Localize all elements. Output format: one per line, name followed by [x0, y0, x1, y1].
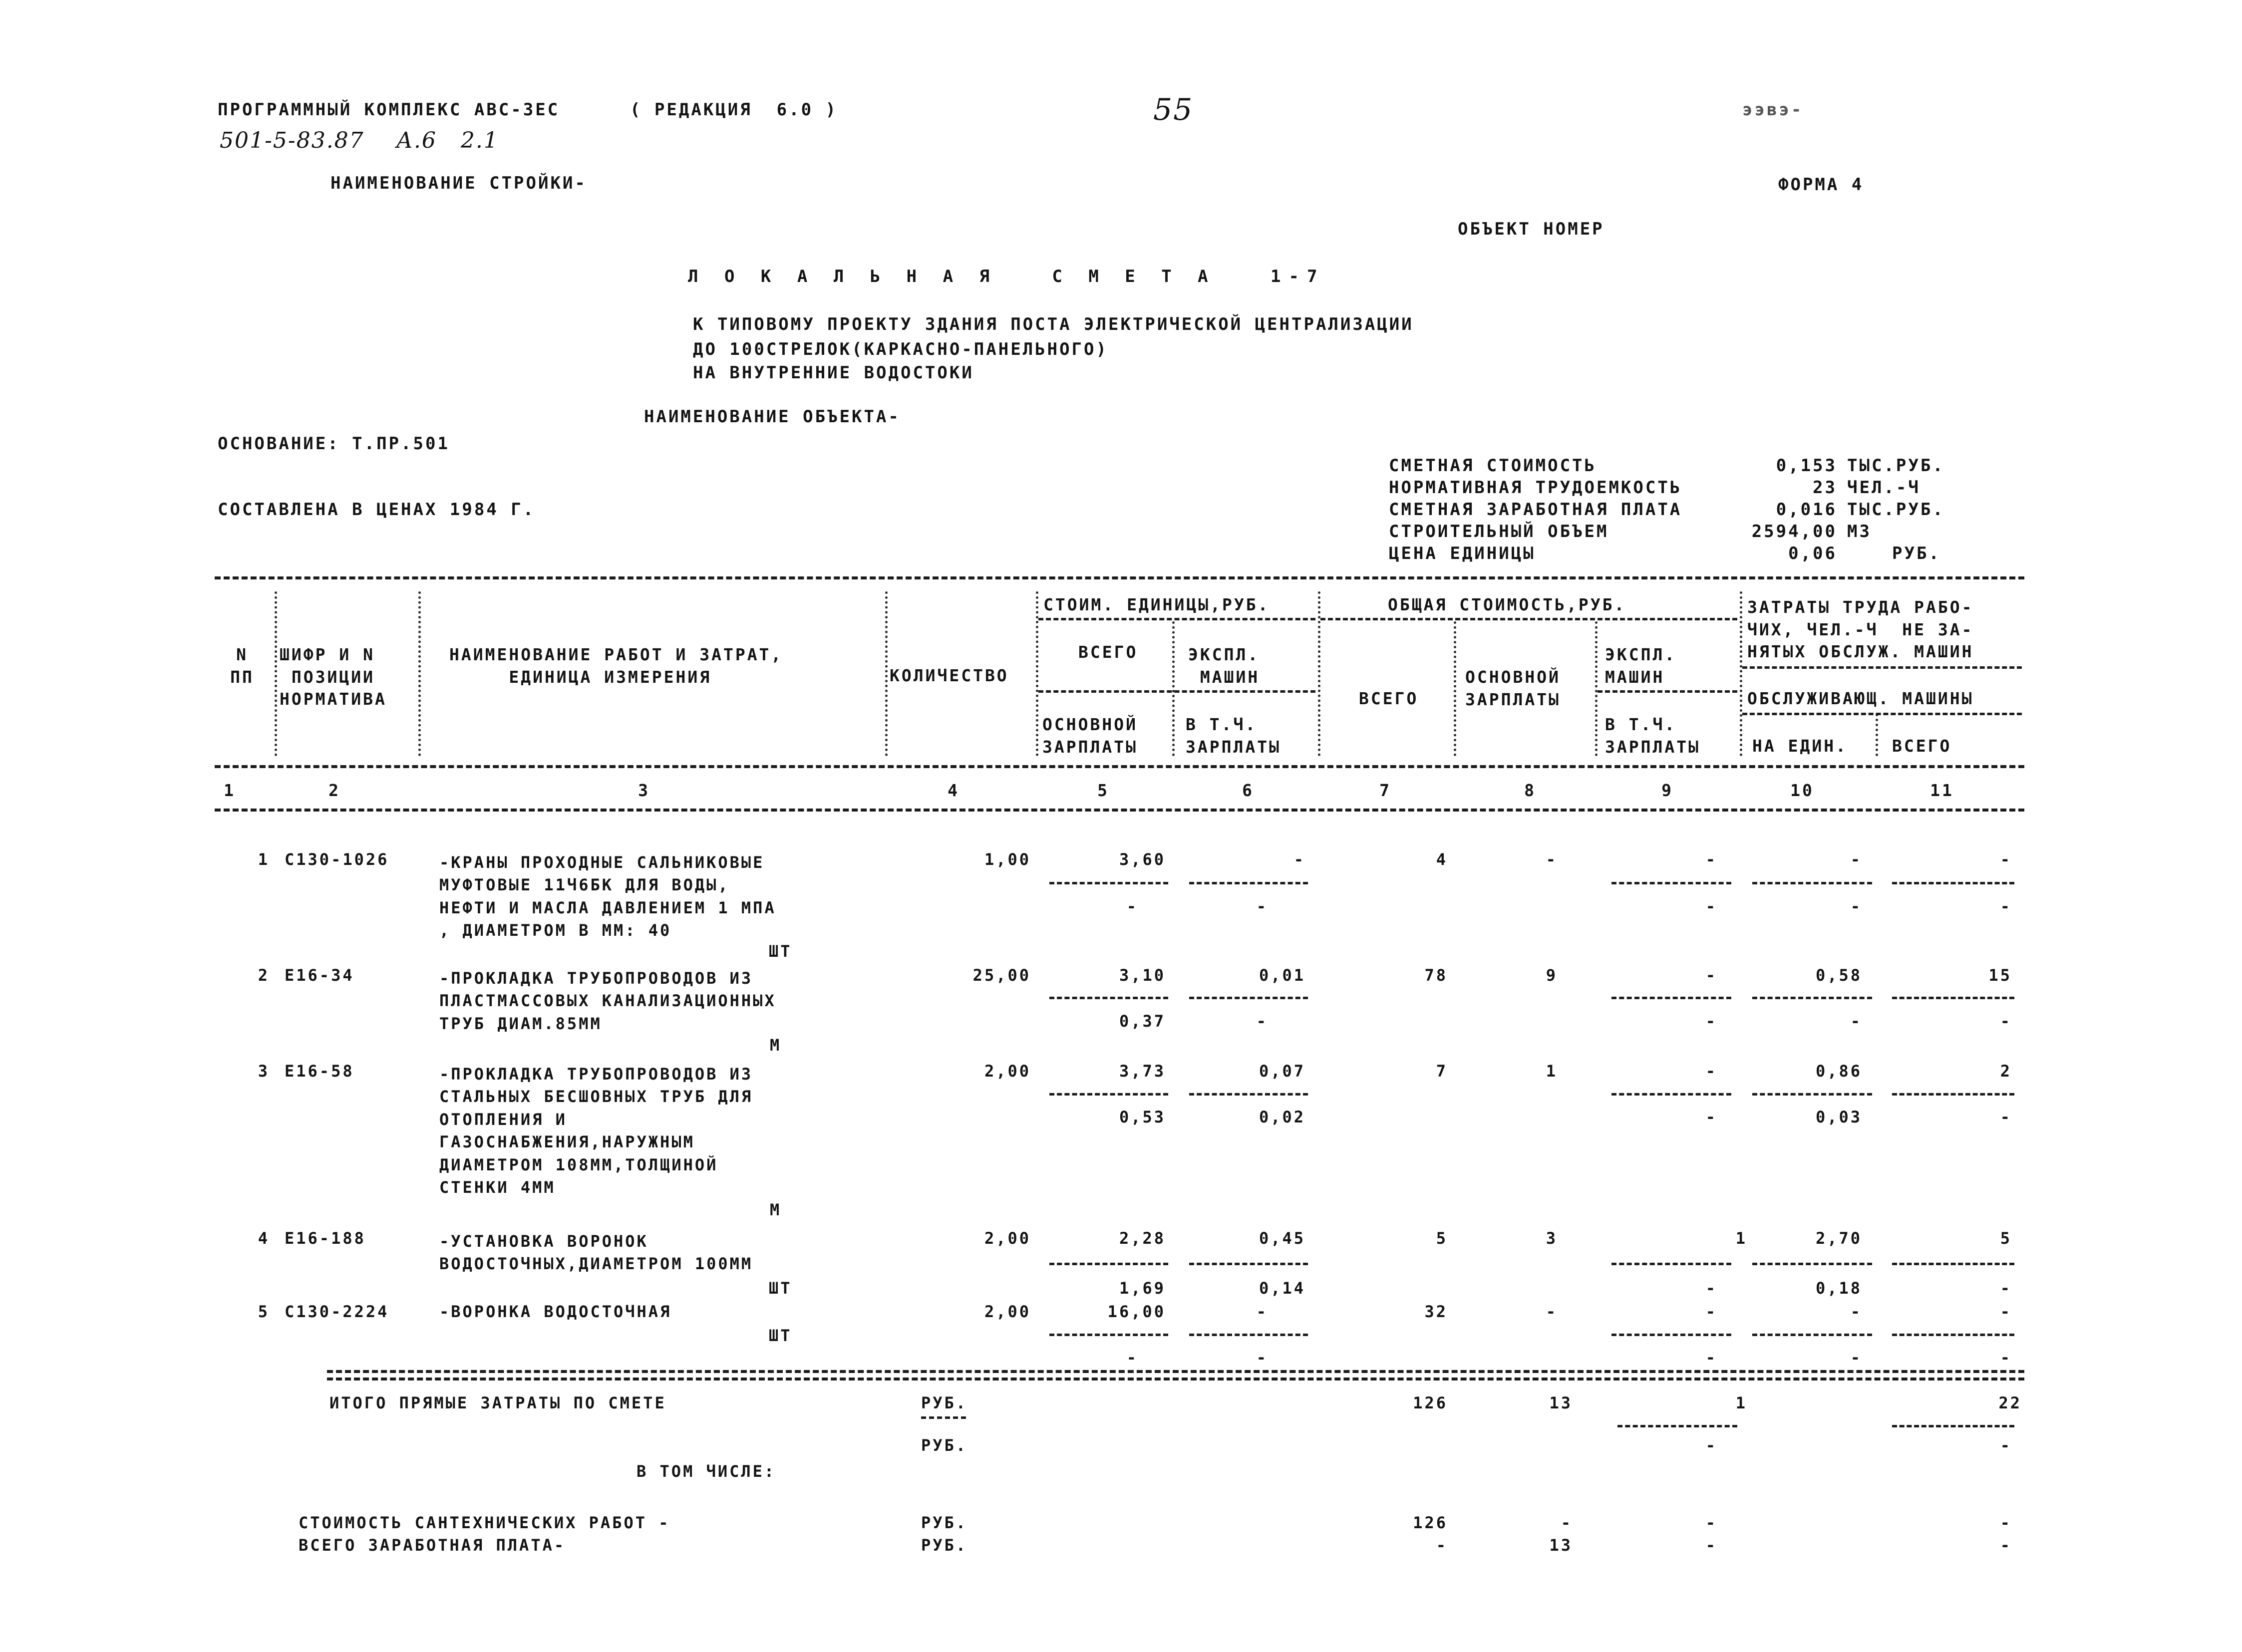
row-separator	[1189, 1334, 1308, 1336]
object-number-label: ОБЪЕКТ НОМЕР	[1458, 219, 1604, 239]
row-unit-total: 3,73	[1119, 1062, 1166, 1081]
sanitary-works-total: 126	[1413, 1513, 1448, 1532]
row-unit-total: 2,28	[1119, 1229, 1166, 1248]
totals-dash: -	[1705, 1536, 1717, 1555]
header-labor-group: ЗАТРАТЫ ТРУДА РАБО- ЧИХ, ЧЕЛ.-Ч НЕ ЗА- НЯТЫХ ОБСЛУЖ. МАШИН	[1747, 597, 1974, 662]
row-unit-machine-wage: -	[1256, 1348, 1268, 1367]
row-total: 7	[1436, 1062, 1448, 1081]
summary-unit: ЧЕЛ.-Ч	[1847, 478, 1921, 498]
summary-label: ЦЕНА ЕДИНИЦЫ	[1389, 544, 1536, 563]
row-separator	[1189, 1263, 1308, 1265]
summary-value: 23	[1813, 478, 1837, 498]
summary-unit: ТЫС.РУБ.	[1847, 500, 1945, 520]
row-unit-total: 3,10	[1119, 966, 1166, 985]
totals-dash: -	[1561, 1513, 1573, 1532]
summary-label: СМЕТНАЯ СТОИМОСТЬ	[1389, 456, 1597, 476]
row-unit-machine-wage: -	[1256, 897, 1268, 916]
row-separator	[1189, 997, 1308, 999]
handwritten-reference: 501-5-83.87 А.6 2.1	[220, 128, 499, 153]
row-total-machine-wage: -	[1705, 1012, 1717, 1031]
row-code: Е16-188	[285, 1229, 366, 1248]
row-total: 78	[1424, 966, 1448, 985]
totals-separator	[1617, 1425, 1737, 1427]
totals-top-rule	[327, 1377, 2024, 1380]
construction-name-label: НАИМЕНОВАНИЕ СТРОЙКИ-	[330, 173, 587, 193]
subheader-rule	[1742, 713, 2022, 715]
summary-label: СМЕТНАЯ ЗАРАБОТНАЯ ПЛАТА	[1389, 500, 1682, 520]
row-separator	[1189, 882, 1308, 884]
direct-costs-wage: 13	[1549, 1393, 1573, 1412]
column-number: 10	[1790, 781, 1814, 800]
column-number: 4	[948, 781, 960, 800]
row-labor-total: -	[2000, 1302, 2012, 1321]
row-labor-machine-total: -	[2000, 1348, 2012, 1367]
row-number: 2	[258, 966, 270, 985]
direct-costs-total: 126	[1413, 1393, 1448, 1412]
row-labor-machine-total: -	[2000, 1279, 2012, 1298]
row-total-wage: 1	[1546, 1062, 1558, 1081]
row-qty: 2,00	[984, 1302, 1031, 1321]
totals-dash: -	[1705, 1513, 1717, 1532]
column-number: 9	[1661, 781, 1673, 800]
title-line-3: НА ВНУТРЕННИЕ ВОДОСТОКИ	[693, 363, 974, 383]
column-divider	[885, 591, 888, 756]
column-number: 8	[1524, 781, 1536, 800]
header-total-wage: ОСНОВНОЙ ЗАРПЛАТЫ	[1465, 667, 1561, 709]
column-number: 6	[1242, 781, 1254, 800]
row-unit: М	[770, 1036, 782, 1055]
row-code: С130-2224	[285, 1302, 389, 1321]
column-number: 3	[638, 781, 650, 800]
subheader-rule	[1320, 618, 1737, 620]
row-labor-machine-unit: 0,18	[1815, 1279, 1862, 1298]
row-unit-machines: 0,45	[1259, 1229, 1305, 1248]
header-unit-total: ВСЕГО	[1078, 642, 1138, 662]
row-labor-machine-unit: -	[1850, 897, 1862, 916]
summary-label: НОРМАТИВНАЯ ТРУДОЕМКОСТЬ	[1389, 478, 1682, 498]
row-separator	[1049, 882, 1168, 884]
basis-label: ОСНОВАНИЕ: Т.ПР.501	[218, 434, 450, 454]
row-total-machines: -	[1705, 966, 1717, 985]
column-divider	[275, 591, 277, 756]
row-total-machines: 1	[1735, 1229, 1747, 1248]
summary-unit: М3	[1847, 522, 1872, 542]
row-name: -УСТАНОВКА ВОРОНОК ВОДОСТОЧНЫХ,ДИАМЕТРОМ 100ММ	[439, 1232, 753, 1274]
row-labor-machine-unit: -	[1850, 1348, 1862, 1367]
summary-label: СТРОИТЕЛЬНЫЙ ОБЪЕМ	[1389, 522, 1609, 542]
row-separator	[1752, 1334, 1872, 1336]
header-unit-machines: ЭКСПЛ. МАШИН	[1188, 645, 1260, 687]
summary-value: 0,06	[1788, 544, 1837, 563]
row-qty: 2,00	[984, 1062, 1031, 1081]
total-wage-label: ВСЕГО ЗАРАБОТНАЯ ПЛАТА-	[299, 1536, 566, 1555]
column-numbers-bottom-rule	[215, 809, 2024, 812]
subheader-rule	[1038, 618, 1315, 620]
column-divider	[1318, 591, 1320, 756]
row-name: -КРАНЫ ПРОХОДНЫЕ САЛЬНИКОВЫЕ МУФТОВЫЕ 11Ч6БК ДЛЯ ВОДЫ, НЕФТИ И МАСЛА ДАВЛЕНИЕМ 1 МПА , ДИАМЕТРОМ В ММ: 40	[439, 853, 776, 940]
direct-costs-currency: РУБ.	[921, 1436, 968, 1455]
header-total-machines: ЭКСПЛ. МАШИН	[1605, 645, 1677, 687]
document-title: Л О К А Л Ь Н А Я С М Е Т А 1-7	[688, 267, 1325, 286]
row-separator	[1752, 1263, 1872, 1265]
row-separator	[1611, 1334, 1731, 1336]
header-unit-wage-incl: В Т.Ч. ЗАРПЛАТЫ	[1186, 715, 1281, 757]
row-labor-total: -	[2000, 850, 2012, 869]
row-separator	[1611, 997, 1731, 999]
row-unit-wage: 0,37	[1119, 1012, 1166, 1031]
row-separator	[1611, 1263, 1731, 1265]
title-line-1: К ТИПОВОМУ ПРОЕКТУ ЗДАНИЯ ПОСТА ЭЛЕКТРИЧЕСКОЙ ЦЕНТРАЛИЗАЦИИ	[693, 314, 1414, 334]
row-unit-total: 16,00	[1107, 1302, 1166, 1321]
row-unit-machine-wage: 0,14	[1259, 1279, 1305, 1298]
summary-unit: ТЫС.РУБ.	[1847, 456, 1945, 476]
column-divider	[1454, 621, 1456, 756]
column-divider	[1595, 621, 1598, 756]
row-total-machines: -	[1705, 1062, 1717, 1081]
row-unit-wage: 0,53	[1119, 1107, 1166, 1126]
table-top-rule	[215, 576, 2024, 579]
row-separator	[1611, 1093, 1731, 1096]
object-name-label: НАИМЕНОВАНИЕ ОБЪЕКТА-	[644, 407, 901, 427]
row-labor-machine-unit: 0,03	[1815, 1107, 1862, 1126]
row-unit-machines: -	[1293, 850, 1305, 869]
row-number: 3	[258, 1062, 270, 1081]
subheader-rule	[1742, 666, 2022, 669]
row-separator	[1892, 882, 2014, 884]
direct-costs-currency: РУБ.	[921, 1393, 968, 1412]
row-unit-wage: -	[1126, 897, 1138, 916]
row-total: 32	[1424, 1302, 1448, 1321]
row-labor-total: 2	[2000, 1062, 2012, 1081]
column-divider	[418, 591, 421, 756]
header-labor-per-unit: НА ЕДИН.	[1752, 736, 1848, 756]
program-edition: ( РЕДАКЦИЯ 6.0 )	[630, 100, 838, 120]
header-bottom-rule	[215, 765, 2024, 768]
row-total-machines: -	[1705, 1302, 1717, 1321]
row-unit-wage: -	[1126, 1348, 1138, 1367]
currency-underline	[921, 1416, 966, 1419]
row-name: -ПРОКЛАДКА ТРУБОПРОВОДОВ ИЗ ПЛАСТМАССОВЫХ КАНАЛИЗАЦИОННЫХ ТРУБ ДИАМ.85ММ	[439, 969, 776, 1033]
header-col-code: ШИФР И N ПОЗИЦИИ НОРМАТИВА	[280, 645, 387, 709]
row-unit: ШТ	[769, 1279, 792, 1298]
direct-costs-label: ИТОГО ПРЯМЫЕ ЗАТРАТЫ ПО СМЕТЕ	[329, 1393, 666, 1412]
header-unit-wage: ОСНОВНОЙ ЗАРПЛАТЫ	[1042, 715, 1138, 757]
row-separator	[1892, 1334, 2014, 1336]
row-total-machine-wage: -	[1705, 1279, 1717, 1298]
row-unit: ШТ	[769, 942, 792, 961]
row-separator	[1752, 1093, 1872, 1096]
row-total-wage: 3	[1546, 1229, 1558, 1248]
row-unit-total: 3,60	[1119, 850, 1166, 869]
column-number: 1	[224, 781, 236, 800]
row-code: С130-1026	[285, 850, 389, 869]
header-unit-cost-group: СТОИМ. ЕДИНИЦЫ,РУБ.	[1043, 595, 1270, 614]
sanitary-works-label: СТОИМОСТЬ САНТЕХНИЧЕСКИХ РАБОТ -	[299, 1513, 670, 1532]
header-total-all: ВСЕГО	[1359, 689, 1419, 708]
row-total-machine-wage: -	[1705, 897, 1717, 916]
row-total: 4	[1436, 850, 1448, 869]
header-total-wage-incl: В Т.Ч. ЗАРПЛАТЫ	[1605, 715, 1700, 757]
row-qty: 25,00	[972, 966, 1031, 985]
column-divider	[1740, 591, 1742, 756]
row-name: -ВОРОНКА ВОДОСТОЧНАЯ	[439, 1302, 672, 1321]
row-unit-wage: 1,69	[1119, 1279, 1166, 1298]
total-wage-value: 13	[1549, 1536, 1573, 1555]
row-qty: 2,00	[984, 1229, 1031, 1248]
row-code: Е16-34	[285, 966, 354, 985]
row-separator	[1611, 882, 1731, 884]
column-number: 2	[328, 781, 340, 800]
row-labor-unit: -	[1850, 1302, 1862, 1321]
column-divider	[1876, 714, 1878, 756]
row-labor-total: 15	[1988, 966, 2012, 985]
row-labor-machine-unit: -	[1850, 1012, 1862, 1031]
header-col-qty: КОЛИЧЕСТВО	[890, 666, 1009, 685]
row-separator	[1752, 997, 1872, 999]
header-col-n: N ПП	[230, 645, 254, 687]
row-separator	[1752, 882, 1872, 884]
total-wage-currency: РУБ.	[921, 1536, 968, 1555]
title-line-2: ДО 100СТРЕЛОК(КАРКАСНО-ПАНЕЛЬНОГО)	[693, 339, 1108, 359]
header-code: ээвэ-	[1742, 100, 1804, 120]
row-separator	[1189, 1093, 1308, 1096]
column-divider	[1036, 591, 1038, 756]
row-unit: М	[770, 1200, 782, 1219]
row-total-wage: -	[1546, 1302, 1558, 1321]
row-labor-machine-total: -	[2000, 1012, 2012, 1031]
page-number: 55	[1153, 92, 1194, 127]
row-labor-machine-total: -	[2000, 1107, 2012, 1126]
row-name: -ПРОКЛАДКА ТРУБОПРОВОДОВ ИЗ СТАЛЬНЫХ БЕСШОВНЫХ ТРУБ ДЛЯ ОТОПЛЕНИЯ И ГАЗОСНАБЖЕНИЯ,НАРУЖНЫМ ДИАМЕТРОМ 108ММ,ТОЛЩИНОЙ СТЕНКИ 4ММ	[439, 1065, 753, 1197]
row-separator	[1892, 997, 2014, 999]
row-unit-machines: 0,07	[1259, 1062, 1305, 1081]
summary-value: 0,016	[1776, 500, 1837, 520]
summary-value: 2594,00	[1751, 522, 1837, 542]
totals-top-rule	[327, 1370, 2024, 1373]
sanitary-works-currency: РУБ.	[921, 1513, 968, 1532]
row-total: 5	[1436, 1229, 1448, 1248]
row-number: 4	[258, 1229, 270, 1248]
header-total-group: ОБЩАЯ СТОИМОСТЬ,РУБ.	[1388, 595, 1626, 614]
subheader-rule	[1038, 690, 1315, 693]
row-labor-unit: -	[1850, 850, 1862, 869]
direct-costs-labor: 22	[1998, 1393, 2022, 1412]
row-separator	[1892, 1263, 2014, 1265]
row-unit-machine-wage: 0,02	[1259, 1107, 1305, 1126]
row-labor-unit: 2,70	[1815, 1229, 1862, 1248]
column-number: 5	[1097, 781, 1109, 800]
row-separator	[1892, 1093, 2014, 1096]
including-label: В ТОМ ЧИСЛЕ:	[637, 1462, 776, 1481]
row-code: Е16-58	[285, 1062, 354, 1081]
row-number: 1	[258, 850, 270, 869]
totals-dash: -	[2000, 1536, 2012, 1555]
header-labor-total: ВСЕГО	[1892, 736, 1952, 756]
row-unit-machines: 0,01	[1259, 966, 1305, 985]
column-number: 11	[1930, 781, 1954, 800]
row-total-machine-wage: -	[1705, 1348, 1717, 1367]
totals-dash: -	[1436, 1536, 1448, 1555]
row-labor-total: 5	[2000, 1229, 2012, 1248]
row-total-machines: -	[1705, 850, 1717, 869]
subheader-rule	[1598, 690, 1737, 693]
row-separator	[1049, 1334, 1168, 1336]
row-number: 5	[258, 1302, 270, 1321]
column-divider	[1172, 621, 1175, 756]
summary-value: 0,153	[1776, 456, 1837, 476]
row-total-wage: -	[1546, 850, 1558, 869]
program-name: ПРОГРАММНЫЙ КОМПЛЕКС АВС-ЗЕС	[218, 100, 560, 120]
form-label: ФОРМА 4	[1778, 175, 1864, 195]
row-unit: ШТ	[769, 1326, 792, 1345]
row-total-machine-wage: -	[1705, 1107, 1717, 1126]
header-labor-service: ОБСЛУЖИВАЮЩ. МАШИНЫ	[1747, 689, 1974, 708]
column-number: 7	[1379, 781, 1391, 800]
row-separator	[1049, 1263, 1168, 1265]
totals-dash: -	[1705, 1436, 1717, 1455]
row-total-wage: 9	[1546, 966, 1558, 985]
direct-costs-machines: 1	[1735, 1393, 1747, 1412]
row-labor-unit: 0,58	[1815, 966, 1862, 985]
row-qty: 1,00	[984, 850, 1031, 869]
row-separator	[1049, 1093, 1168, 1096]
totals-dash: -	[2000, 1436, 2012, 1455]
row-unit-machine-wage: -	[1256, 1012, 1268, 1031]
summary-unit: РУБ.	[1892, 544, 1941, 563]
header-col-name: НАИМЕНОВАНИЕ РАБОТ И ЗАТРАТ, ЕДИНИЦА ИЗМЕРЕНИЯ	[449, 645, 783, 687]
prices-label: СОСТАВЛЕНА В ЦЕНАХ 1984 Г.	[218, 500, 536, 520]
row-separator	[1049, 997, 1168, 999]
totals-separator	[1892, 1425, 2014, 1427]
row-labor-machine-total: -	[2000, 897, 2012, 916]
row-labor-unit: 0,86	[1815, 1062, 1862, 1081]
row-unit-machines: -	[1256, 1302, 1268, 1321]
totals-dash: -	[2000, 1513, 2012, 1532]
